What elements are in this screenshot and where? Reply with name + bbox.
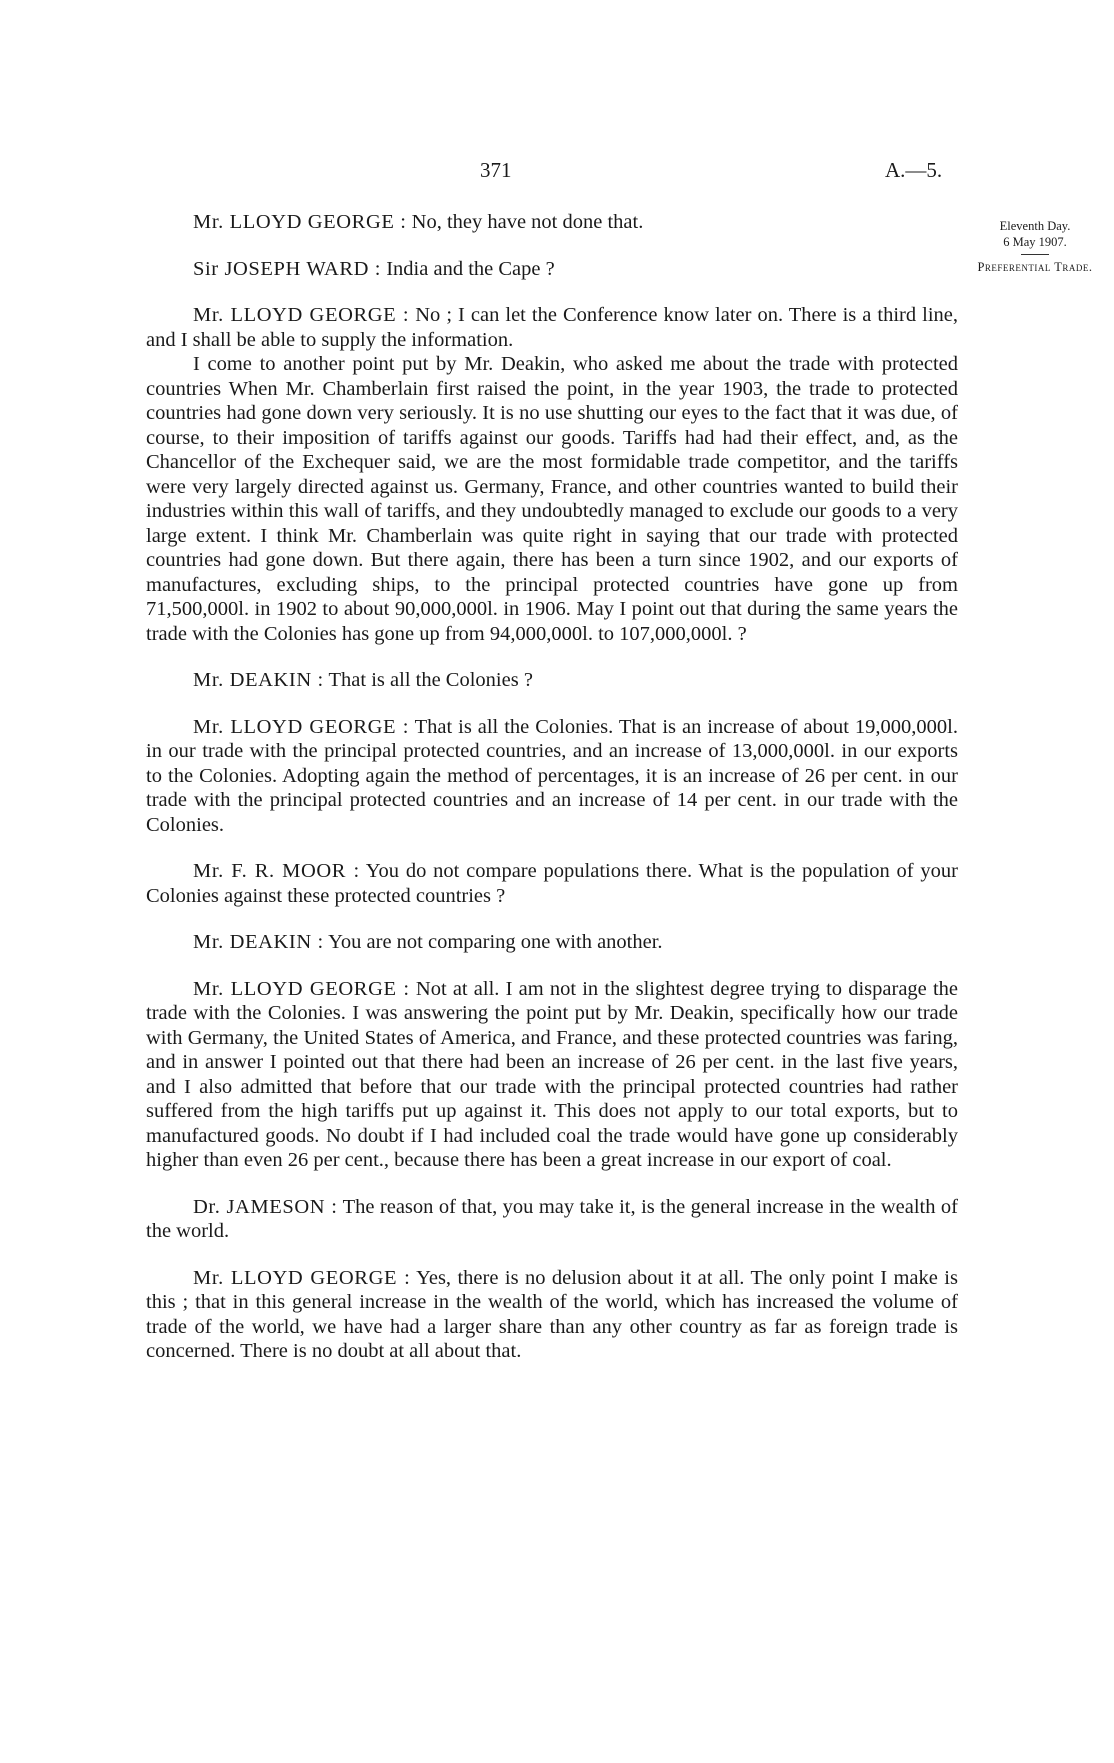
speaker-name: Mr. LLOYD GEORGE : (193, 304, 410, 326)
speech-text: No ; I can let the Conference know later on. There is a third line, and I shall be able to supply the information. (146, 304, 958, 351)
margin-note (970, 218, 1100, 275)
paragraph (146, 859, 958, 908)
margin-date: 6 May 1907. (1003, 235, 1067, 249)
document-reference: A.—5. (885, 158, 943, 182)
paragraph (146, 977, 958, 1173)
speech-text: You do not compare populations there. What is the population of your Colonies against these protected countries ? (146, 860, 958, 907)
speech-text: The reason of that, you may take it, is the general increase in the wealth of the world. (146, 1195, 958, 1242)
paragraph (146, 257, 958, 282)
paragraph (146, 1195, 958, 1244)
speaker-name: Mr. LLOYD GEORGE : (193, 1266, 411, 1289)
paragraph (146, 930, 958, 955)
speaker-name: Mr. DEAKIN : (193, 669, 324, 691)
margin-topic: Preferential Trade. (977, 260, 1093, 274)
speech-text: That is all the Colonies ? (328, 669, 533, 691)
page-number: 371 (480, 158, 512, 182)
speech-text: Not at all. I am not in the slightest degree trying to disparage the trade with the Colonies. I was answering the point put by Mr. Deakin, specifically how our trade with Germany, the United States of America, and France, and these protected countries was faring, and in answer I pointed out that there had been an increase of 26 per cent. in the last five years, and I also admitted that before that our trade with the principal protected countries had rather suffered from the high tariffs put up against it. This does not apply to our total exports, but to manufactured goods. No doubt if I had included coal the trade would have gone up considerably higher than even 26 per cent., because there has been a great increase in our export of coal. (146, 977, 958, 1171)
transcript-body (146, 210, 958, 1364)
speech-text: You are not comparing one with another. (328, 931, 663, 953)
speech-text: Yes, there is no delusion about it at all. The only point I make is this ; that in this general increase in the wealth of the world, which has increased the volume of trade of the world, we have had a larger share than any other country as far as foreign trade is concerned. There is no doubt at all about that. (146, 1266, 958, 1362)
speaker-name: Mr. LLOYD GEORGE : (193, 977, 410, 1000)
speaker-name: Mr. LLOYD GEORGE : (193, 211, 407, 233)
paragraph (146, 715, 958, 838)
speech-text: No, they have not done that. (411, 211, 644, 233)
speaker-name: Mr. LLOYD GEORGE : (193, 715, 410, 738)
speaker-name: Dr. JAMESON : (193, 1195, 338, 1218)
speech-text: That is all the Colonies. That is an increase of about 19,000,000l. in our trade with the principal protected countries, and an increase of 13,000,000l. in our exports to the Colonies. Adopting again the method of percentages, it is an increase of 26 per cent. in our trade with the principal protected countries and an increase of 14 per cent. in our trade with the Colonies. (146, 715, 958, 836)
margin-day: Eleventh Day. (999, 219, 1071, 233)
paragraph (146, 210, 958, 235)
speaker-name: Mr. F. R. MOOR : (193, 860, 360, 882)
speech-text: I come to another point put by Mr. Deakin, who asked me about the trade with protected countries When Mr. Chamberlain first raised the point, in the year 1903, the trade to protected countries had gone down very seriously. It is no use shutting our eyes to the fact that it was due, of course, to their imposition of tariffs against our goods. Tariffs had had their effect, and, as the Chancellor of the Exchequer said, we are the most formidable trade competitor, and the tariffs were very largely directed against us. Germany, France, and other countries wanted to build their industries within this wall of tariffs, and they undoubtedly managed to exclude our goods to a very large extent. I think Mr. Chamberlain was quite right in saying that our trade with protected countries had gone down. But there again, there has been a turn since 1902, and our exports of manufactures, excluding ships, to the principal protected countries have gone up from 71,500,000l. in 1902 to about 90,000,000l. in 1906. May I point out that during the same years the trade with the Colonies has gone up from 94,000,000l. to 107,000,000l. ? (146, 353, 958, 645)
paragraph (146, 303, 958, 352)
speaker-name: Sir JOSEPH WARD : (193, 257, 382, 280)
paragraph (146, 1266, 958, 1364)
speaker-name: Mr. DEAKIN : (193, 931, 324, 953)
paragraph (146, 352, 958, 646)
speech-text: India and the Cape ? (386, 257, 555, 280)
paragraph (146, 668, 958, 693)
margin-divider (1021, 254, 1049, 255)
